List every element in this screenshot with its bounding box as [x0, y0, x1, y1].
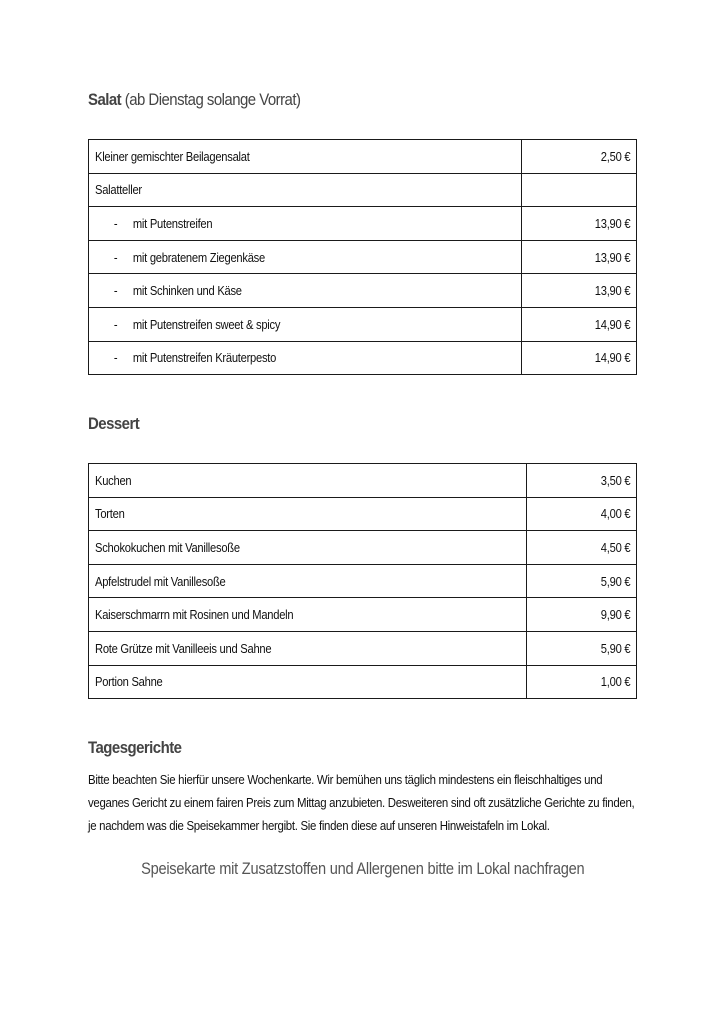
- allergen-note: Speisekarte mit Zusatzstoffen und Allergenen bitte im Lokal nachfragen: [140, 859, 585, 878]
- item-price: 2,50 €: [522, 140, 637, 174]
- salat-table: [88, 139, 637, 375]
- item-price: 13,90 €: [522, 240, 637, 274]
- item-name: Apfelstrudel mit Vanillesoße: [89, 564, 527, 598]
- table-row: [89, 173, 637, 207]
- table-row: [89, 531, 637, 565]
- bullet-dash: -: [113, 283, 118, 299]
- item-price: 13,90 €: [522, 274, 637, 308]
- item-price: [522, 173, 637, 207]
- item-name: - mit Putenstreifen Kräuterpesto: [89, 341, 522, 375]
- item-price: 9,90 €: [527, 598, 637, 632]
- item-name: Rote Grütze mit Vanilleeis und Sahne: [89, 631, 527, 665]
- item-price: 5,90 €: [527, 564, 637, 598]
- item-name: Schokokuchen mit Vanillesoße: [89, 531, 527, 565]
- table-row: [89, 207, 637, 241]
- item-price: 4,00 €: [527, 497, 637, 531]
- item-name: - mit gebratenem Ziegenkäse: [89, 240, 522, 274]
- salat-title: Salat: [88, 90, 122, 109]
- bullet-dash: -: [113, 215, 118, 231]
- item-price: 13,90 €: [522, 207, 637, 241]
- bullet-dash: -: [113, 249, 118, 265]
- tagesgerichte-heading: [88, 738, 181, 758]
- table-row: [89, 240, 637, 274]
- dessert-heading: [88, 414, 139, 434]
- item-price: 3,50 €: [527, 464, 637, 498]
- item-name: - mit Putenstreifen sweet & spicy: [89, 307, 522, 341]
- salat-heading: [88, 90, 300, 110]
- dessert-title: Dessert: [88, 414, 140, 433]
- item-name: - mit Putenstreifen: [89, 207, 522, 241]
- table-row: [89, 497, 637, 531]
- table-row: [89, 140, 637, 174]
- item-name: Portion Sahne: [89, 665, 527, 699]
- item-name: Kleiner gemischter Beilagensalat: [89, 140, 522, 174]
- table-row: [89, 665, 637, 699]
- item-price: 4,50 €: [527, 531, 637, 565]
- item-name: - mit Schinken und Käse: [89, 274, 522, 308]
- tagesgerichte-title: Tagesgerichte: [88, 738, 182, 757]
- item-price: 1,00 €: [527, 665, 637, 699]
- paragraph-line: veganes Gericht zu einem fairen Preis zum Mittag anzubieten. Desweiteren sind oft zusätzliche Gerichte zu finden,: [88, 795, 635, 810]
- item-name: Torten: [89, 497, 527, 531]
- item-name: Kaiserschmarrn mit Rosinen und Mandeln: [89, 598, 527, 632]
- salat-subtitle: (ab Dienstag solange Vorrat): [124, 90, 301, 109]
- table-row: [89, 564, 637, 598]
- table-row: [89, 274, 637, 308]
- item-price: 14,90 €: [522, 307, 637, 341]
- table-row: [89, 307, 637, 341]
- table-row: [89, 631, 637, 665]
- item-price: 14,90 €: [522, 341, 637, 375]
- table-row: [89, 341, 637, 375]
- dessert-table: [88, 463, 637, 699]
- item-name: Salatteller: [89, 173, 522, 207]
- bullet-dash: -: [113, 316, 118, 332]
- table-row: [89, 464, 637, 498]
- paragraph-line: je nachdem was die Speisekammer hergibt. Sie finden diese auf unseren Hinweistafeln im Lokal.: [88, 818, 550, 833]
- paragraph-line: Bitte beachten Sie hierfür unsere Wochenkarte. Wir bemühen uns täglich mindestens ein fleischhaltiges und: [88, 772, 603, 787]
- item-name: Kuchen: [89, 464, 527, 498]
- tagesgerichte-text: [88, 768, 642, 837]
- table-row: [89, 598, 637, 632]
- bullet-dash: -: [113, 350, 118, 366]
- item-price: 5,90 €: [527, 631, 637, 665]
